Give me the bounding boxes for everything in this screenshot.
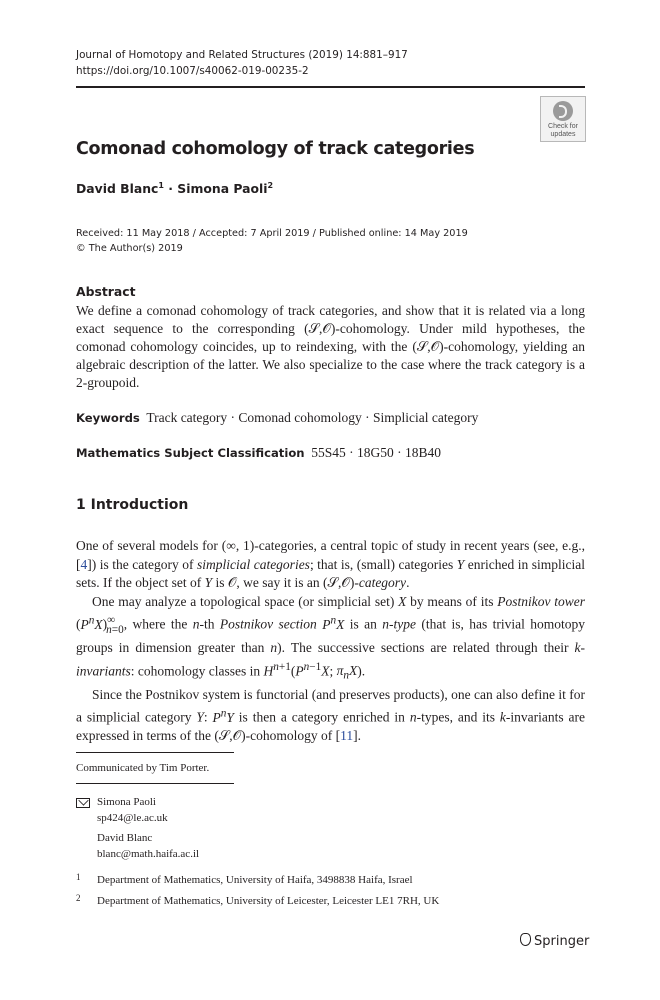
abstract-text: We define a comonad cohomology of track categories, and show that it is related via a long exact sequence to the corresponding (𝒮,𝒪)-cohomology. Under mild hypotheses, the comonad cohomology coincides, up to reindexing, with the (𝒮,𝒪)-cohomology, yielding an algebraic description of the latter. We also specialize to the case where the track category is a 2-groupoid. [76,303,585,390]
author-2[interactable]: Simona Paoli [177,181,268,197]
second-author-email[interactable]: blanc@math.haifa.ac.il [97,847,200,860]
envelope-icon [76,798,90,808]
affiliation-2-number: 2 [76,893,81,903]
author-1-affil: 1 [158,181,164,190]
springer-horse-icon [520,933,531,946]
author-1[interactable]: David Blanc [76,181,159,197]
copyright-line: © The Author(s) 2019 [76,243,183,254]
affiliation-2: Department of Mathematics, University of Leicester, Leicester LE1 7RH, UK [97,895,440,907]
journal-header [76,47,408,79]
introduction-body [76,537,585,746]
author-list [76,181,273,196]
corr-author-name: Simona Paoli [97,796,156,808]
msc-codes: 55S45 · 18G50 · 18B40 [311,445,442,460]
footnote-rule-2 [76,783,234,784]
affiliation-1-number: 1 [76,872,81,882]
footnote-rule [76,752,234,753]
author-2-affil: 2 [267,181,274,190]
communicated-by: Communicated by Tim Porter. [76,762,210,774]
abstract-heading: Abstract [76,284,136,299]
dates-line: Received: 11 May 2018 / Accepted: 7 April 2019 / Published online: 14 May 2019 [76,228,468,239]
keywords [76,410,478,426]
journal-citation: Journal of Homotopy and Related Structures (2019) 14:881–917 [76,49,408,61]
publication-dates [76,226,468,256]
citation-link-4[interactable]: 4 [80,556,88,572]
msc-label: Mathematics Subject Classification [76,446,305,460]
citation-link-11[interactable]: 11 [340,728,354,744]
doi-link[interactable]: https://doi.org/10.1007/s40062-019-00235-2 [76,65,309,77]
publisher-name: Springer [534,934,590,949]
affiliation-1: Department of Mathematics, University of Haifa, 3498838 Haifa, Israel [97,874,413,886]
corr-author-email[interactable]: sp424@le.ac.uk [97,811,168,824]
badge-line1: Check for [548,123,578,130]
keywords-label: Keywords [76,411,140,425]
check-for-updates-badge[interactable] [540,96,586,142]
publisher-logo [520,933,589,949]
badge-line2: updates [550,131,576,138]
second-author-name: David Blanc [97,832,153,844]
check-updates-icon [553,101,573,121]
keywords-text: Track category · Comonad cohomology · Simplicial category [146,410,479,425]
intro-paragraph-3: Since the Postnikov system is functorial (and preserves products), one can also define it for a simplicial category Y: $P^nY$ is then a category enriched in n-types, and its k-invariants are expressed in terms of the (𝒮,𝒪)-cohomology of [11]. [76,686,586,744]
msc-classification [76,445,441,461]
section-heading: 1 Introduction [76,497,189,513]
author-separator: · [163,181,178,197]
intro-paragraph-2: One may analyze a topological space (or simplicial set) X by means of its Postnikov tower $(P^nX)^\infty_{n=0}$, where the n-th Postnikov section $P^nX$ is an n-type (that is, has trivial homotopy groups in dimension greater than n). The successive sections are related through their k-invariants: cohomology classes in $H^{n+1}(P^{n-1}X$; $\pi_nX$). [76,593,586,682]
intro-paragraph-1: One of several models for (∞, 1)-categories, a central topic of study in recent years (see, e.g., [4]) is the category of simplicial categories; that is, (small) categories Y enriched in simplicial sets. If the object set of Y is 𝒪, we say it is an (𝒮,𝒪)-category. [76,538,585,591]
paper-title: Comonad cohomology of track categories [76,139,475,159]
header-rule [76,86,585,88]
corresponding-author [97,795,199,862]
